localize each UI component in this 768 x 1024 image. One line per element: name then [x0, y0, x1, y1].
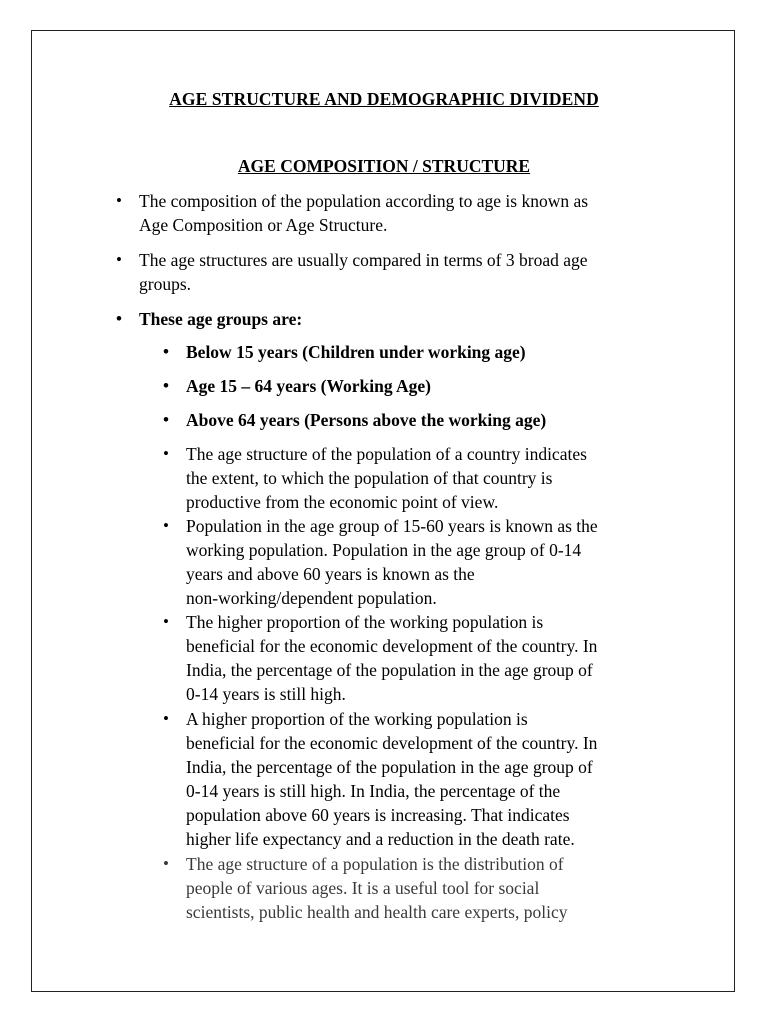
bullet-higher-proportion-2: [163, 707, 598, 851]
age-group-label: Above 64 years (Persons above the working age): [186, 410, 547, 430]
bullet-line: scientists, public health and health care experts, policy: [186, 902, 568, 922]
bullet-age-composition-definition: [116, 189, 589, 237]
bullet-line: A higher proportion of the working population is: [186, 709, 528, 729]
bullet-line: population above 60 years is increasing. That indicates: [186, 805, 570, 825]
age-group-label: Below 15 years (Children under working age): [186, 342, 526, 362]
age-group-label: Age 15 – 64 years (Working Age): [186, 376, 431, 396]
bullet-dot: •: [116, 191, 122, 210]
age-group-above-64: [163, 408, 547, 432]
bullet-distribution-of-ages: [163, 852, 568, 924]
bullet-line: working population. Population in the age group of 0-14: [186, 540, 582, 560]
bullet-dot: •: [163, 709, 169, 728]
bullet-these-age-groups: [116, 307, 303, 331]
bullet-dot: •: [163, 342, 169, 361]
bullet-dot: •: [163, 376, 169, 395]
bullet-dot: •: [163, 854, 169, 873]
bullet-working-population: [163, 514, 598, 610]
bullet-dot: •: [116, 250, 122, 269]
bullet-line: beneficial for the economic development of the country. In: [186, 636, 598, 656]
bullet-dot: •: [163, 612, 169, 631]
bullet-broad-age-groups: [116, 248, 588, 296]
age-group-below-15: [163, 340, 526, 364]
bullet-line: India, the percentage of the population in the age group of: [186, 757, 593, 777]
bullet-dot: •: [163, 516, 169, 535]
bullet-line: higher life expectancy and a reduction in the death rate.: [186, 829, 575, 849]
bullet-line: These age groups are:: [139, 309, 303, 329]
age-group-15-64: [163, 374, 431, 398]
bullet-higher-proportion-1: [163, 610, 598, 706]
bullet-age-structure-indicates: [163, 442, 587, 514]
bullet-line: groups.: [139, 274, 192, 294]
bullet-line: The higher proportion of the working population is: [186, 612, 544, 632]
bullet-line: years and above 60 years is known as the: [186, 564, 475, 584]
bullet-dot: •: [116, 309, 122, 328]
bullet-line: The age structure of a population is the distribution of: [186, 854, 564, 874]
bullet-line: The age structure of the population of a country indicates: [186, 444, 587, 464]
section-heading: AGE COMPOSITION / STRUCTURE: [237, 156, 531, 176]
bullet-line: beneficial for the economic development of the country. In: [186, 733, 598, 753]
bullet-line: 0-14 years is still high.: [186, 684, 346, 704]
bullet-dot: •: [163, 410, 169, 429]
bullet-line: Population in the age group of 15-60 years is known as the: [186, 516, 598, 536]
bullet-line: productive from the economic point of view.: [186, 492, 499, 512]
bullet-line: people of various ages. It is a useful tool for social: [186, 878, 540, 898]
document-title: AGE STRUCTURE AND DEMOGRAPHIC DIVIDEND: [169, 89, 599, 109]
bullet-line: 0-14 years is still high. In India, the percentage of the: [186, 781, 561, 801]
bullet-line: The composition of the population according to age is known as: [139, 191, 589, 211]
bullet-line: The age structures are usually compared in terms of 3 broad age: [139, 250, 588, 270]
bullet-line: Age Composition or Age Structure.: [139, 215, 388, 235]
bullet-dot: •: [163, 444, 169, 463]
bullet-line: non-working/dependent population.: [186, 588, 437, 608]
bullet-line: the extent, to which the population of that country is: [186, 468, 553, 488]
bullet-line: India, the percentage of the population in the age group of: [186, 660, 593, 680]
